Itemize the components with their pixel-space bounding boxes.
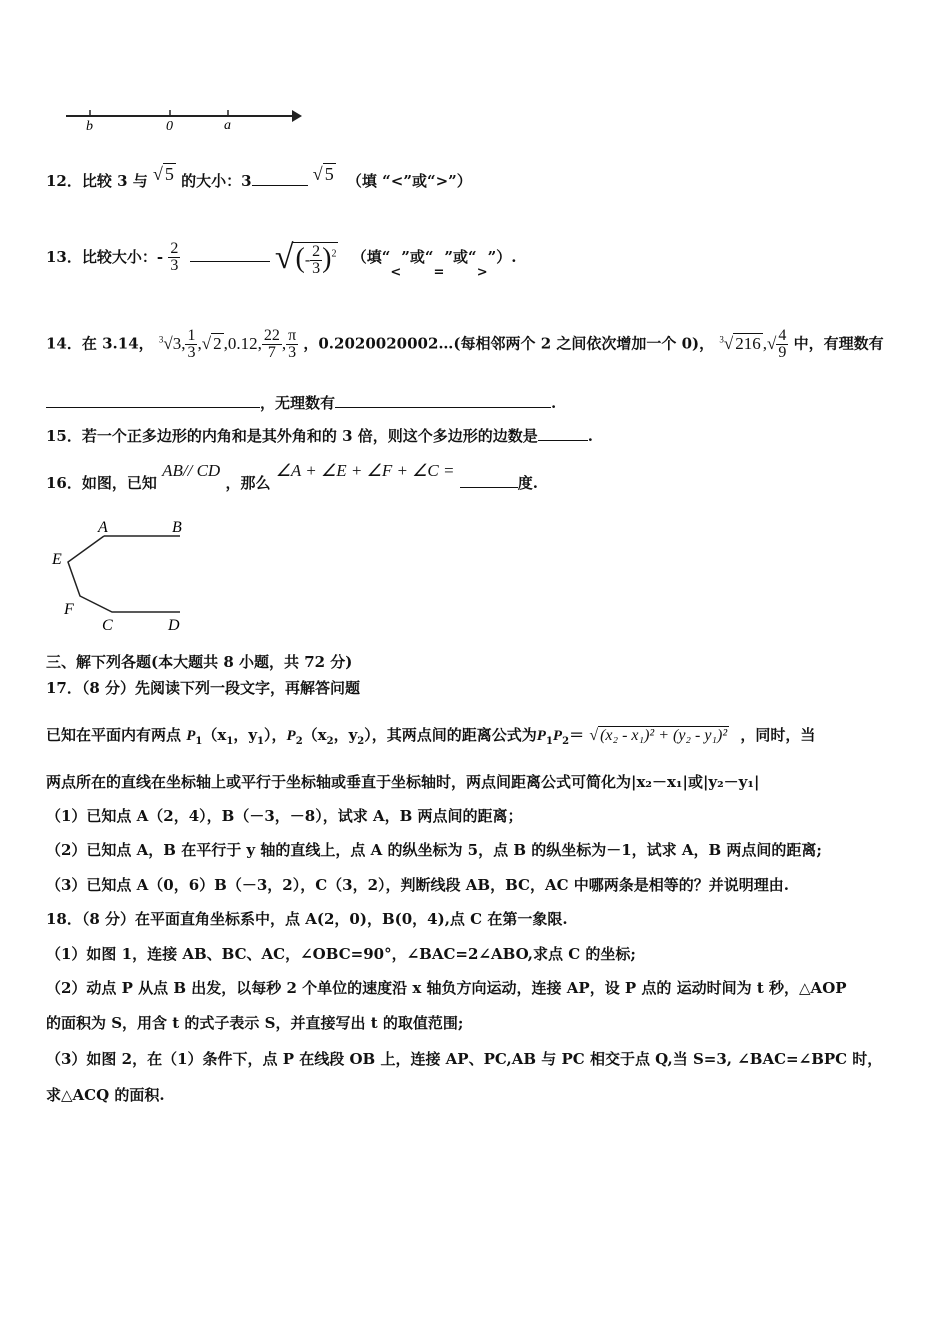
q15-answer-blank[interactable] — [538, 425, 588, 441]
distance-formula: √ (x₂ - x₁)² + (y₂ - y₁)² — [589, 727, 728, 744]
figure-16 — [46, 512, 196, 638]
q16-answer-blank[interactable] — [460, 472, 518, 488]
q14-text-4: ，无理数有 — [260, 394, 336, 412]
radicand: (- $\frac{2}{3}$ )$^2$ — [295, 243, 337, 278]
q17-paragraph-1: 已知在平面内有两点 $P_1(x_1$，$y_1$），$P_2(x_2$，$y_2$），其两点间的距离公式为$P_1P_2=$ √ (x₂ - x₁)² + (y₂ - y₁)² ，同时，当 — [46, 726, 816, 747]
figure-label-F: F — [64, 601, 74, 618]
q14-irrational-blank[interactable] — [335, 392, 551, 408]
q17-header: 17．（8 分）先阅读下列一段文字，再解答问题 — [46, 679, 361, 697]
q14-text: 在 3.14， — [81, 334, 154, 353]
q12-hint: （填 “<”或“>”） — [346, 172, 472, 190]
q13-number: 13． — [46, 247, 82, 266]
q14-text-5: . — [551, 394, 557, 412]
question-13 — [46, 232, 516, 278]
q17-sub-2: （2）已知点 A，B 在平行于 y 轴的直线上，点 A 的纵坐标为 5，点 B 的纵坐标为－1，试求 A，B 两点间的距离; — [46, 841, 822, 859]
question-15 — [46, 425, 593, 446]
q17-p1u: ，同时，当 — [740, 726, 816, 744]
q17-sub-1: （1）已知点 A（2，4），B（－3，－8），试求 A，B 两点间的距离； — [46, 807, 523, 825]
q18-header: 18．（8 分）在平面直角坐标系中，点 A(2，0)，B(0，4),点 C 在第一象限. — [46, 910, 568, 928]
question-16 — [46, 461, 538, 493]
q13-hint-2: ”或“ — [401, 247, 434, 266]
q17-paragraph-2: 两点所在的直线在坐标轴上或平行于坐标轴或垂直于坐标轴时，两点间距离公式可简化为|x₂－x₁|或|y₂－y₁| — [46, 773, 760, 791]
number-line-label-0: 0 — [166, 119, 173, 134]
q18-sub-1: （1）如图 1，连接 AB、BC、AC，∠OBC=90°，∠BAC=2∠ABO,求点 C 的坐标; — [46, 945, 636, 963]
q18-sub-3b: 求△ACQ 的面积. — [46, 1086, 165, 1104]
q12-answer-blank[interactable] — [252, 170, 308, 186]
math-list: $^3$√3, $\frac{1}{3}$ ,√ 2 ,0.12, $\frac{22}{7}$ , $\frac{\pi}{3}$ — [158, 327, 297, 362]
figure-label-B: B — [172, 519, 182, 536]
section-3-title: 三、解下列各题(本大题共 8 小题，共 72 分) — [46, 653, 353, 671]
q17-p1b: P — [186, 728, 196, 744]
q13-hint-1: （填“ — [351, 247, 391, 266]
q14-number: 14． — [46, 334, 82, 353]
q13-symbol-eq: = — [433, 264, 445, 280]
q12-text-2: 的大小：3 — [181, 172, 252, 190]
fraction-2-3: $\frac{2}{3}$ — [170, 240, 179, 275]
question-14 — [46, 316, 884, 362]
question-12 — [46, 164, 472, 191]
q12-text: 比较 3 与 — [81, 172, 148, 190]
q13-text: 比较大小：- — [81, 247, 164, 266]
q14-text-3: 中，有理数有 — [793, 334, 884, 353]
q17-sub-3: （3）已知点 A（0，6）B（－3，2），C（3，2），判断线段 AB，BC，AC 中哪两条是相等的？并说明理由. — [46, 876, 789, 894]
math-cuberoot-216: $^3$√ 216 ,√ $\frac{4}{9}$ — [719, 327, 787, 362]
q16-text-3: 度. — [517, 474, 538, 492]
q15-end: . — [587, 427, 593, 445]
q18-sub-2a: （2）动点 P 从点 B 出发，以每秒 2 个单位的速度沿 x 轴负方向运动，连接 AP，设 P 点的 运动时间为 t 秒，△AOP — [46, 979, 847, 997]
number-line-label-b: b — [86, 119, 93, 134]
figure-label-E: E — [52, 551, 62, 568]
q14-rational-blank[interactable] — [46, 392, 260, 408]
figure-label-A: A — [98, 519, 108, 536]
q16-text: 16．如图，已知 — [46, 474, 157, 492]
figure-label-C: C — [102, 617, 113, 634]
q15-text: 15．若一个正多边形的内角和是其外角和的 3 倍，则这个多边形的边数是 — [46, 427, 538, 445]
sqrt-5-a: √ 5 — [153, 164, 174, 184]
q14-text-2: ，0.2020020002…(每相邻两个 2 之间依次增加一个 0)， — [303, 334, 715, 353]
question-14-line2 — [46, 392, 556, 413]
q18-sub-3a: （3）如图 2，在（1）条件下，点 P 在线段 OB 上，连接 AP、PC,AB 与 PC 相交于点 Q,当 S=3, ∠BAC=∠BPC 时， — [46, 1050, 883, 1068]
q16-text-2: ，那么 — [225, 474, 271, 492]
sqrt-5-b: √ 5 — [312, 164, 334, 184]
q17-p1a: 已知在平面内有两点 — [46, 726, 182, 744]
q13-answer-blank[interactable] — [190, 246, 270, 262]
q16-expr-parallel: AB// CD — [162, 461, 221, 480]
q13-hint-4: ”）. — [487, 247, 517, 266]
sqrt-neg-2-3-squared: √ — [274, 238, 294, 276]
q16-expr-angles: ∠A + ∠E + ∠F + ∠C = — [275, 461, 455, 480]
q13-symbol-gt: > — [476, 264, 488, 280]
q18-sub-2b: 的面积为 S，用含 t 的式子表示 S，并直接写出 t 的取值范围; — [46, 1014, 464, 1032]
number-line-figure — [60, 104, 305, 134]
number-line-label-a: a — [224, 118, 231, 133]
q13-hint-3: ”或“ — [444, 247, 477, 266]
figure-label-D: D — [168, 617, 180, 634]
q13-symbol-lt: < — [390, 264, 402, 280]
q12-number: 12． — [46, 172, 82, 190]
